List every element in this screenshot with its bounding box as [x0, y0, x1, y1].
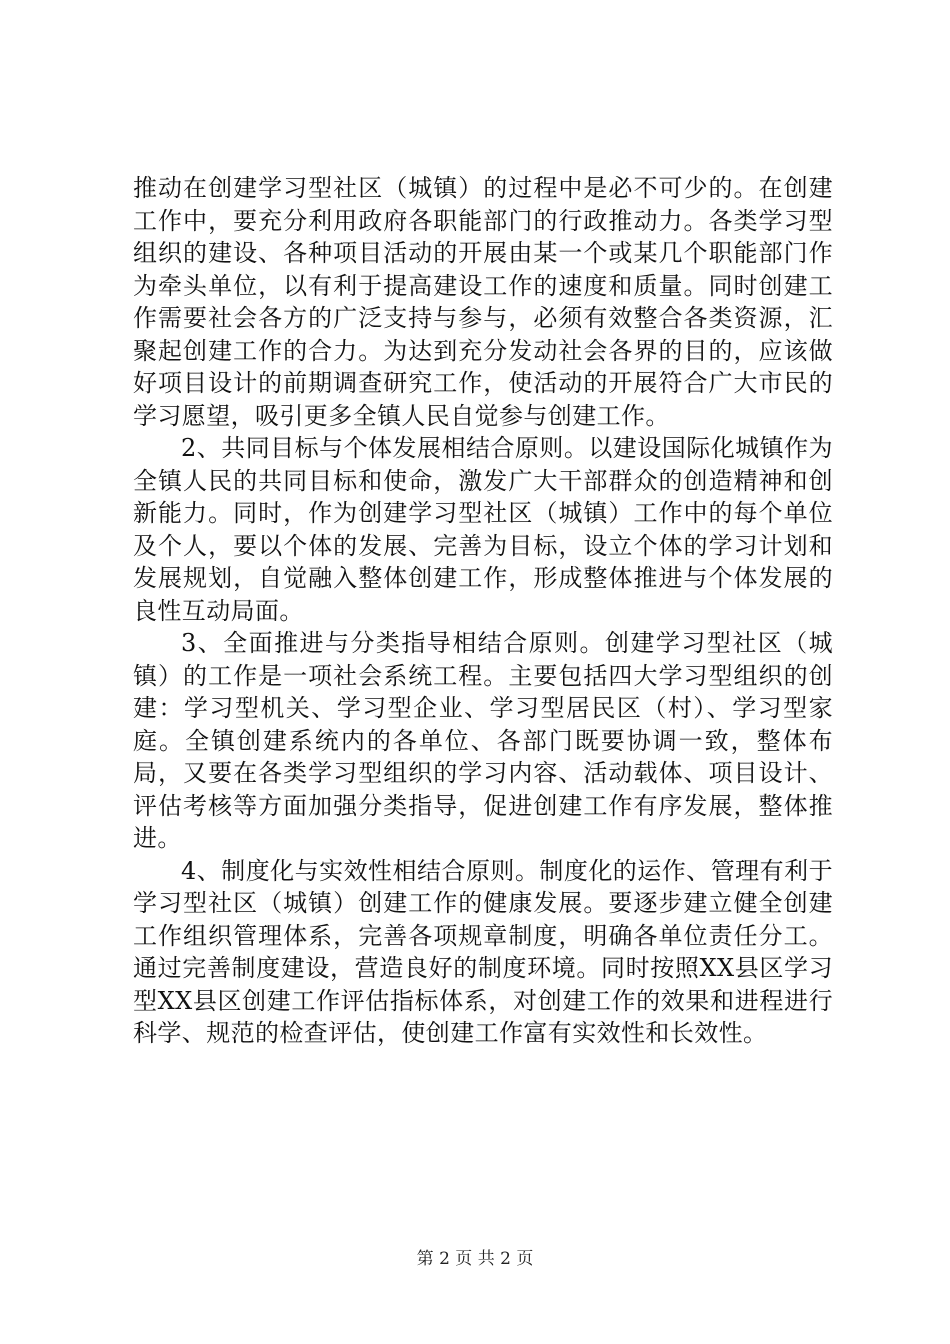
paragraph-principle-4: 4、制度化与实效性相结合原则。制度化的运作、管理有利于学习型社区（城镇）创建工作的健康发展。要逐步建立健全创建工作组织管理体系，完善各项规章制度，明确各单位责任分工。通过完善制度建设，营造良好的制度环境。同时按照XX县区学习型XX县区创建工作评估指标体系，对创建工作的效果和进程进行科学、规范的检查评估，使创建工作富有实效性和长效性。 [133, 856, 833, 1047]
paragraph-continuation: 推动在创建学习型社区（城镇）的过程中是必不可少的。在创建工作中，要充分利用政府各职能部门的行政推动力。各类学习型组织的建设、各种项目活动的开展由某一个或某几个职能部门作为牵头单位，以有利于提高建设工作的速度和质量。同时创建工作需要社会各方的广泛支持与参与，必须有效整合各类资源，汇聚起创建工作的合力。为达到充分发动社会各界的目的，应该做好项目设计的前期调查研究工作，使活动的开展符合广大市民的学习愿望，吸引更多全镇人民自觉参与创建工作。 [133, 174, 833, 430]
document-body [133, 172, 833, 1050]
page-footer: 第 2 页 共 2 页 [416, 1249, 534, 1269]
paragraph-principle-3: 3、全面推进与分类指导相结合原则。创建学习型社区（城镇）的工作是一项社会系统工程。主要包括四大学习型组织的创建：学习型机关、学习型企业、学习型居民区（村）、学习型家庭。全镇创建系统内的各单位、各部门既要协调一致，整体布局，又要在各类学习型组织的学习内容、活动载体、项目设计、评估考核等方面加强分类指导，促进创建工作有序发展，整体推进。 [133, 629, 833, 852]
paragraph-principle-2: 2、共同目标与个体发展相结合原则。以建设国际化城镇作为全镇人民的共同目标和使命，激发广大干部群众的创造精神和创新能力。同时，作为创建学习型社区（城镇）工作中的每个单位及个人，要以个体的发展、完善为目标，设立个体的学习计划和发展规划，自觉融入整体创建工作，形成整体推进与个体发展的良性互动局面。 [133, 434, 833, 625]
